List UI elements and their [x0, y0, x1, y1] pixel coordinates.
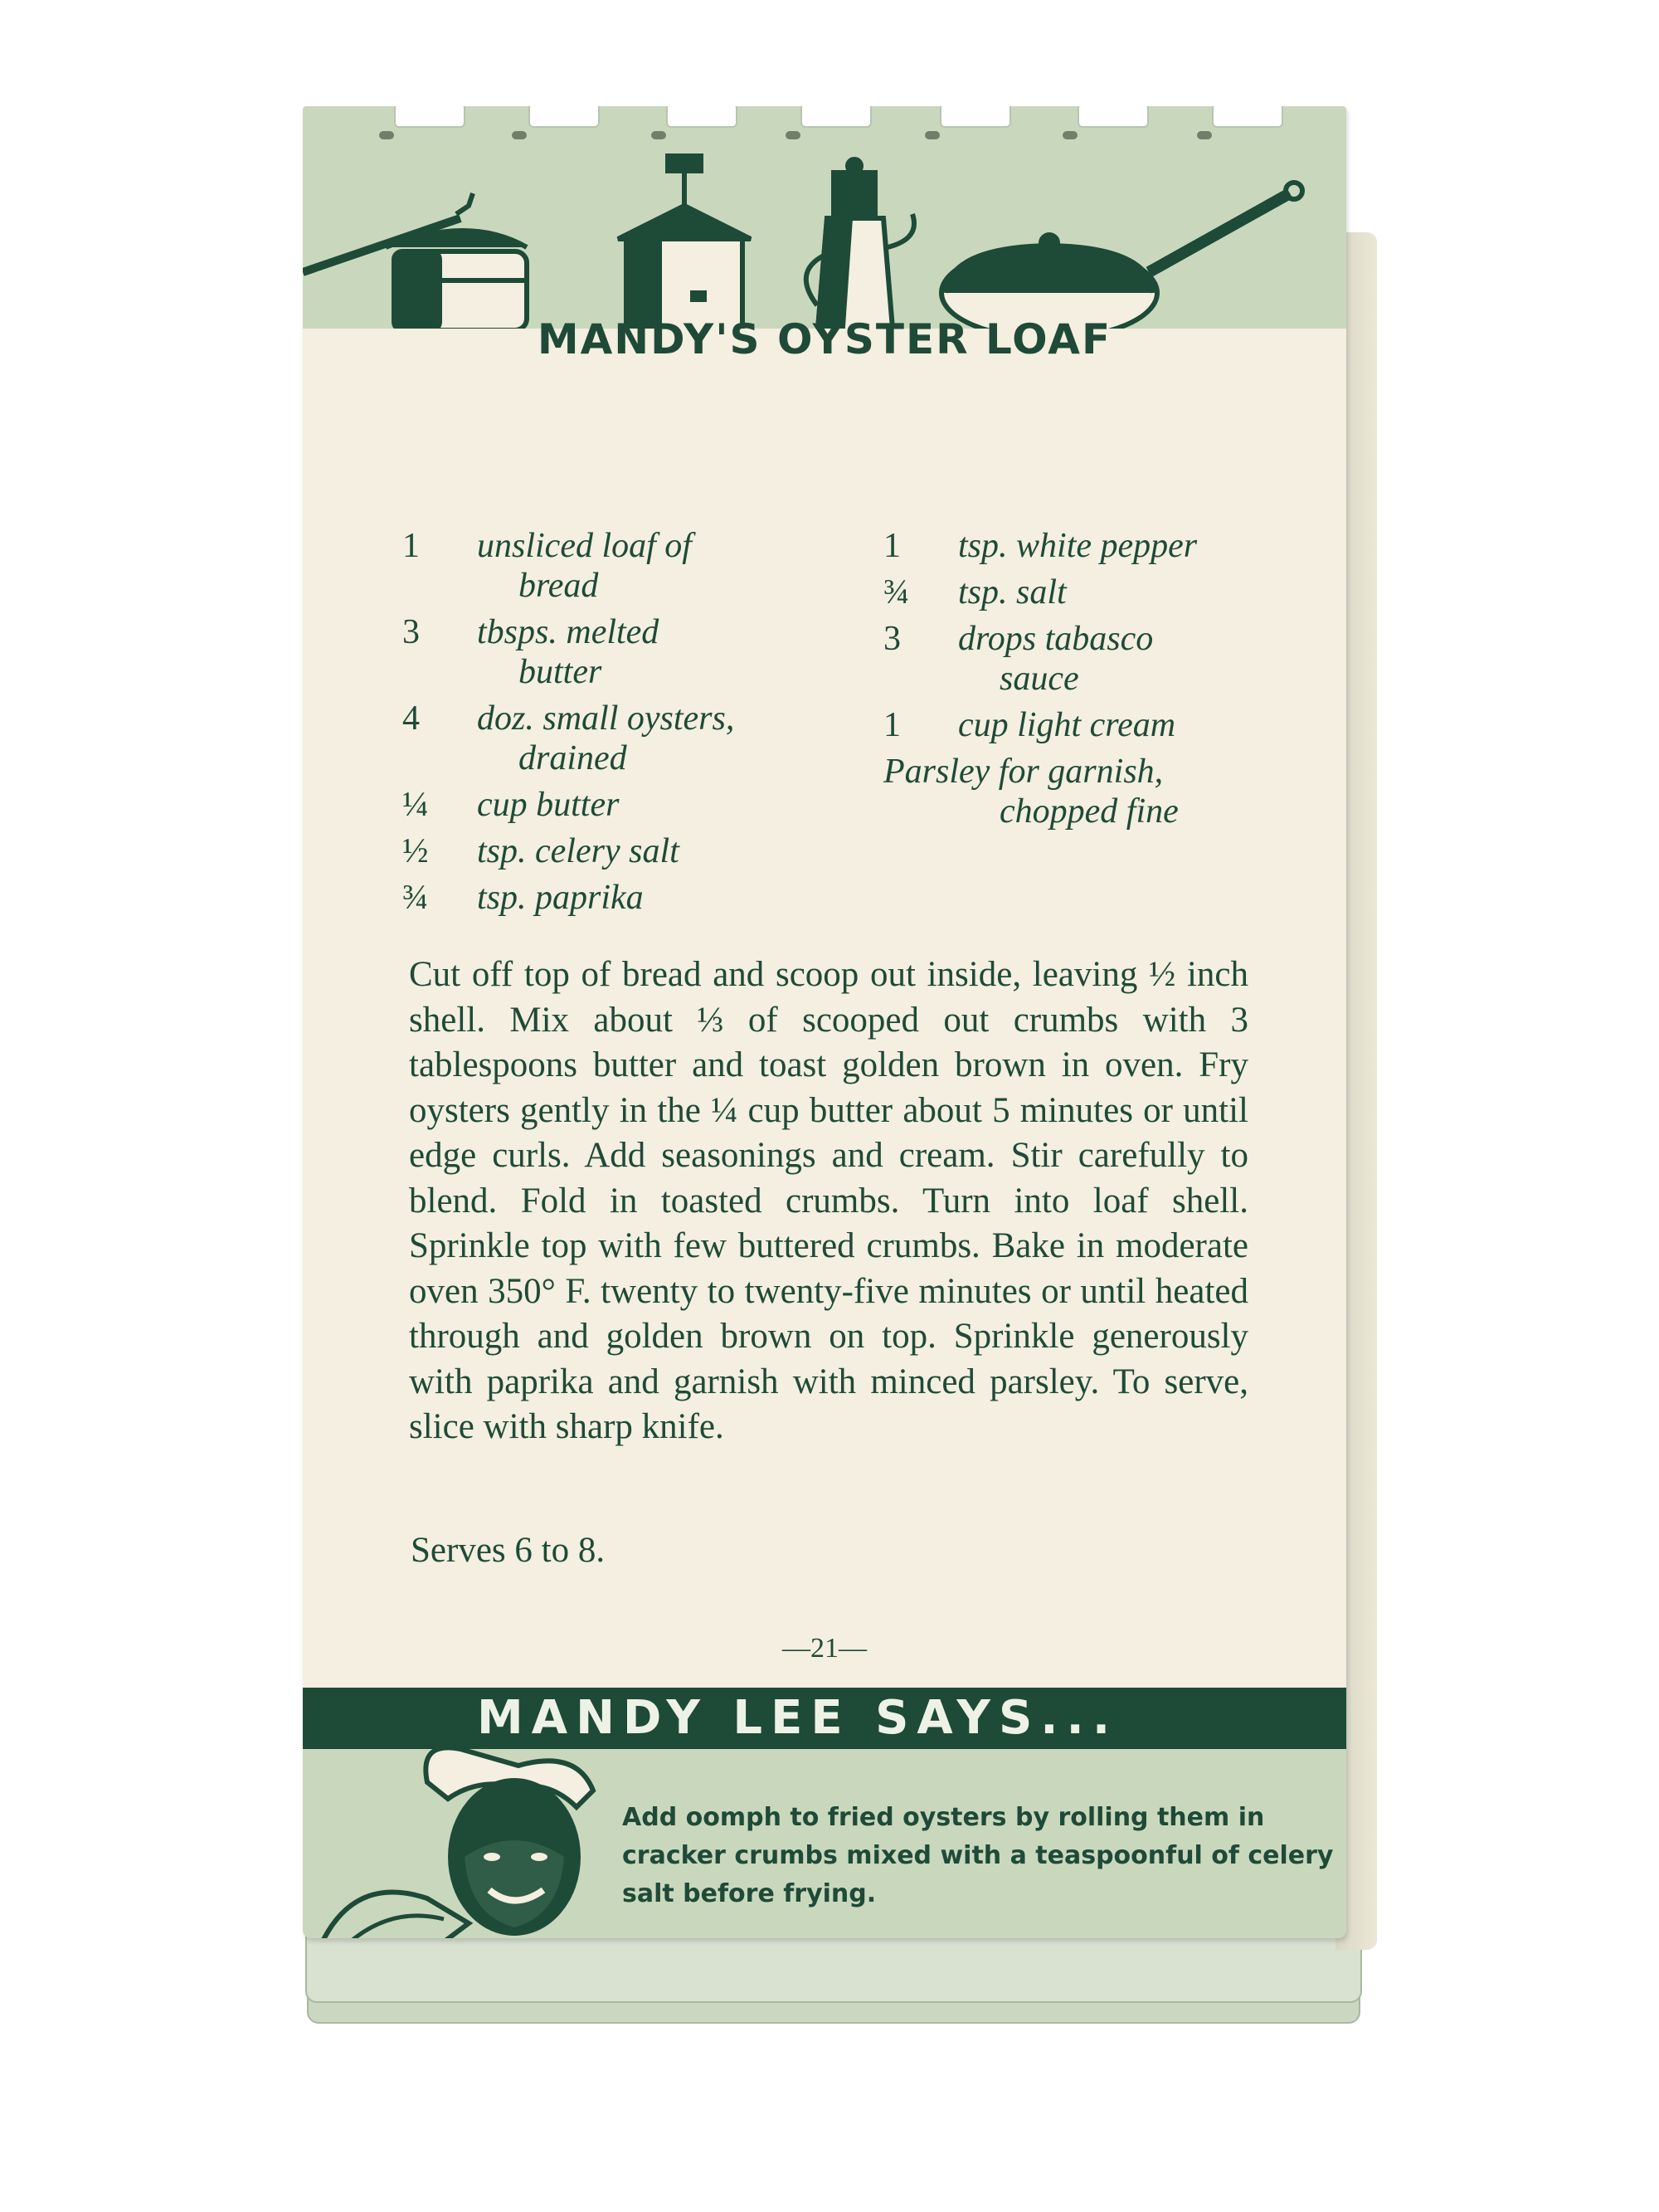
ingredient-text-cont: butter	[518, 653, 602, 691]
ingredient-text: tsp. paprika	[477, 879, 644, 917]
binding-hole	[1063, 131, 1078, 139]
ingredient-quantity: 1	[883, 527, 901, 565]
ingredients-right-column	[883, 526, 1315, 831]
ingredient-text: doz. small oysters,	[477, 699, 735, 738]
ingredient-text: tsp. salt	[958, 573, 1067, 611]
ingredient-text: tbsps. melted	[477, 613, 659, 651]
ingredient-text: drops tabasco	[958, 620, 1154, 658]
garnish-text-cont: chopped fine	[1000, 792, 1179, 831]
ingredient-text: unsliced loaf of	[477, 527, 692, 565]
ingredient-text-cont: sauce	[1000, 660, 1079, 698]
ingredient-item	[402, 526, 850, 606]
recipe-card	[303, 106, 1346, 1938]
saucepan-icon	[303, 193, 527, 330]
binding-hole	[786, 131, 800, 139]
ingredient-text-cont: bread	[518, 567, 599, 605]
page-number: —21—	[782, 1633, 867, 1664]
ingredient-item	[402, 612, 850, 692]
ingredient-text: cup butter	[477, 786, 620, 824]
ingredient-text: tsp. celery salt	[477, 832, 679, 870]
ingredient-quantity: ¾	[883, 573, 910, 611]
binding-hole	[512, 131, 527, 139]
garnish-text: Parsley for garnish,	[883, 753, 1164, 791]
binding-ring	[528, 106, 600, 128]
coffee-pot-icon	[806, 159, 914, 339]
binding-ring	[1078, 106, 1149, 128]
binding-hole	[379, 131, 394, 139]
binding-ring	[800, 106, 872, 128]
mandy-tip: Add oomph to fried oysters by rolling them in cracker crumbs mixed with a teaspoonful of celery salt before frying.	[622, 1803, 1334, 1908]
ingredient-quantity: ½	[402, 832, 429, 870]
ingredient-quantity: 1	[883, 706, 901, 744]
ingredient-item	[883, 619, 1315, 699]
ingredient-item	[402, 878, 850, 918]
serving-size: Serves 6 to 8.	[411, 1531, 606, 1570]
spiral-binding	[303, 106, 1346, 136]
ingredient-quantity: 3	[402, 613, 420, 651]
ingredient-item	[883, 705, 1315, 745]
says-banner-text: MANDY LEE SAYS...	[477, 1691, 1119, 1745]
ingredient-quantity: 3	[883, 620, 901, 658]
recipe-method: Cut off top of bread and scoop out inside, leaving ½ inch shell. Mix about ⅓ of scooped out crumbs with 3 tablespoons butter and toast golden brown in oven. Fry oysters gently in the ¼ cup butter about 5 minutes or until edge curls. Add seasonings and cream. Stir carefully to blend. Fold in toasted crumbs. Turn into loaf shell. Sprinkle top with few buttered crumbs. Bake in moderate oven 350° F. twenty to twenty-five minutes or until heated through and golden brown on top. Sprinkle generously with paprika and garnish with minced parsley. To serve, slice with sharp knife.	[409, 955, 1248, 1446]
binding-ring	[666, 106, 737, 128]
binding-hole	[651, 131, 666, 139]
mandy-portrait-illustration	[303, 1732, 668, 1938]
binding-ring	[940, 106, 1011, 128]
coffee-grinder-icon	[618, 156, 751, 339]
ingredient-item	[883, 572, 1315, 612]
binding-ring	[394, 106, 465, 128]
ingredient-quantity: 1	[402, 527, 420, 565]
garnish-note	[883, 752, 1315, 831]
ingredient-quantity: ¼	[402, 786, 429, 824]
ingredient-quantity: 4	[402, 699, 420, 738]
ingredient-item	[402, 699, 850, 778]
binding-ring	[1212, 106, 1283, 128]
binding-hole	[1197, 131, 1212, 139]
ingredient-item	[883, 526, 1315, 566]
ingredient-text: cup light cream	[958, 706, 1176, 744]
ingredient-text-cont: drained	[518, 739, 627, 777]
ingredient-quantity: ¾	[402, 879, 429, 917]
recipe-title: MANDY'S OYSTER LOAF	[537, 315, 1112, 363]
ingredient-text: tsp. white pepper	[958, 527, 1198, 565]
ingredient-item	[402, 785, 850, 825]
ingredients-left-column	[402, 526, 850, 924]
binding-hole	[925, 131, 940, 139]
ingredient-item	[402, 831, 850, 871]
